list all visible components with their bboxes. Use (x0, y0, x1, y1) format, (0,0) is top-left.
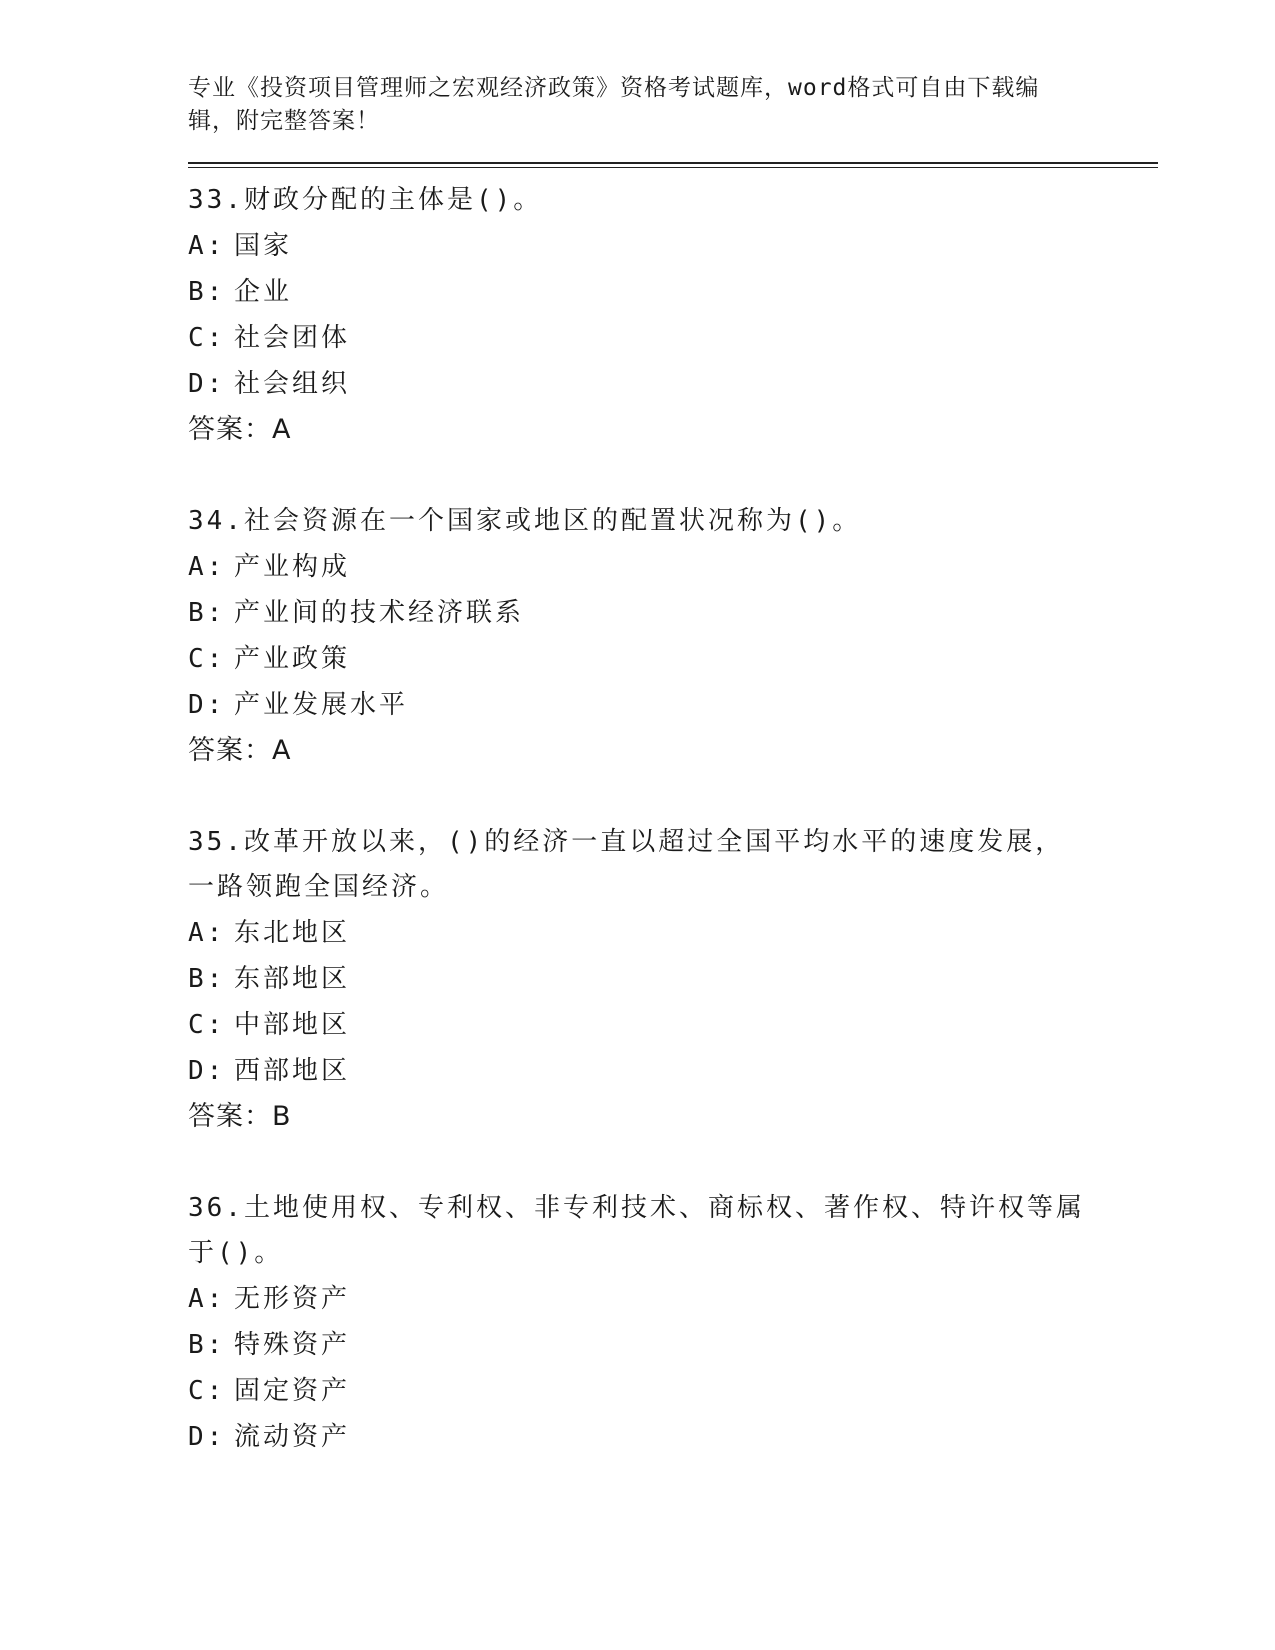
option-b (188, 590, 1158, 636)
option-c (188, 315, 1158, 361)
option-key: B: (188, 277, 226, 307)
option-d (188, 361, 1158, 407)
option-text: 中部地区 (234, 1010, 351, 1040)
document-header: 专业《投资项目管理师之宏观经济政策》资格考试题库，word格式可自由下载编辑，附完整答案！ (188, 75, 1040, 134)
option-text: 社会团体 (234, 323, 351, 353)
option-c (188, 1368, 1158, 1414)
option-a (188, 223, 1158, 269)
question-36 (188, 1186, 1158, 1460)
option-a (188, 544, 1158, 590)
option-key: D: (188, 1056, 226, 1086)
answer-line: 答案：B (188, 1101, 292, 1132)
question-stem: 35.改革开放以来，()的经济一直以超过全国平均水平的速度发展，一路领跑全国经济。 (188, 827, 1065, 902)
option-text: 无形资产 (234, 1284, 351, 1314)
option-key: C: (188, 323, 226, 353)
option-text: 社会组织 (234, 369, 351, 399)
option-key: B: (188, 1330, 226, 1360)
option-key: D: (188, 690, 226, 720)
option-c (188, 636, 1158, 682)
option-a (188, 1276, 1158, 1322)
option-text: 西部地区 (234, 1056, 351, 1086)
option-text: 产业发展水平 (234, 690, 409, 720)
question-34 (188, 499, 1158, 774)
option-key: A: (188, 1284, 226, 1314)
option-key: D: (188, 1422, 226, 1452)
option-key: C: (188, 1010, 226, 1040)
option-a (188, 910, 1158, 956)
question-33 (188, 178, 1158, 453)
option-text: 企业 (234, 277, 293, 307)
option-key: C: (188, 1376, 226, 1406)
option-key: C: (188, 644, 226, 674)
option-text: 产业间的技术经济联系 (234, 598, 525, 628)
option-text: 特殊资产 (234, 1330, 351, 1360)
answer-line: 答案：A (188, 414, 292, 445)
document-page (188, 72, 1158, 1506)
question-stem: 34.社会资源在一个国家或地区的配置状况称为()。 (188, 506, 862, 536)
option-key: B: (188, 964, 226, 994)
option-key: A: (188, 552, 226, 582)
option-key: D: (188, 369, 226, 399)
question-stem: 33.财政分配的主体是()。 (188, 185, 543, 215)
option-c (188, 1002, 1158, 1048)
option-b (188, 956, 1158, 1002)
option-text: 东北地区 (234, 918, 351, 948)
question-35 (188, 820, 1158, 1140)
option-text: 产业构成 (234, 552, 351, 582)
option-key: B: (188, 598, 226, 628)
option-text: 产业政策 (234, 644, 351, 674)
option-d (188, 1414, 1158, 1460)
answer-line: 答案：A (188, 735, 292, 766)
option-d (188, 1048, 1158, 1094)
option-key: A: (188, 231, 226, 261)
option-d (188, 682, 1158, 728)
option-b (188, 1322, 1158, 1368)
option-text: 固定资产 (234, 1376, 351, 1406)
question-stem: 36.土地使用权、专利权、非专利技术、商标权、著作权、特许权等属于()。 (188, 1193, 1085, 1268)
option-b (188, 269, 1158, 315)
option-text: 国家 (234, 231, 293, 261)
option-text: 东部地区 (234, 964, 351, 994)
header-divider (188, 162, 1158, 168)
option-key: A: (188, 918, 226, 948)
option-text: 流动资产 (234, 1422, 351, 1452)
